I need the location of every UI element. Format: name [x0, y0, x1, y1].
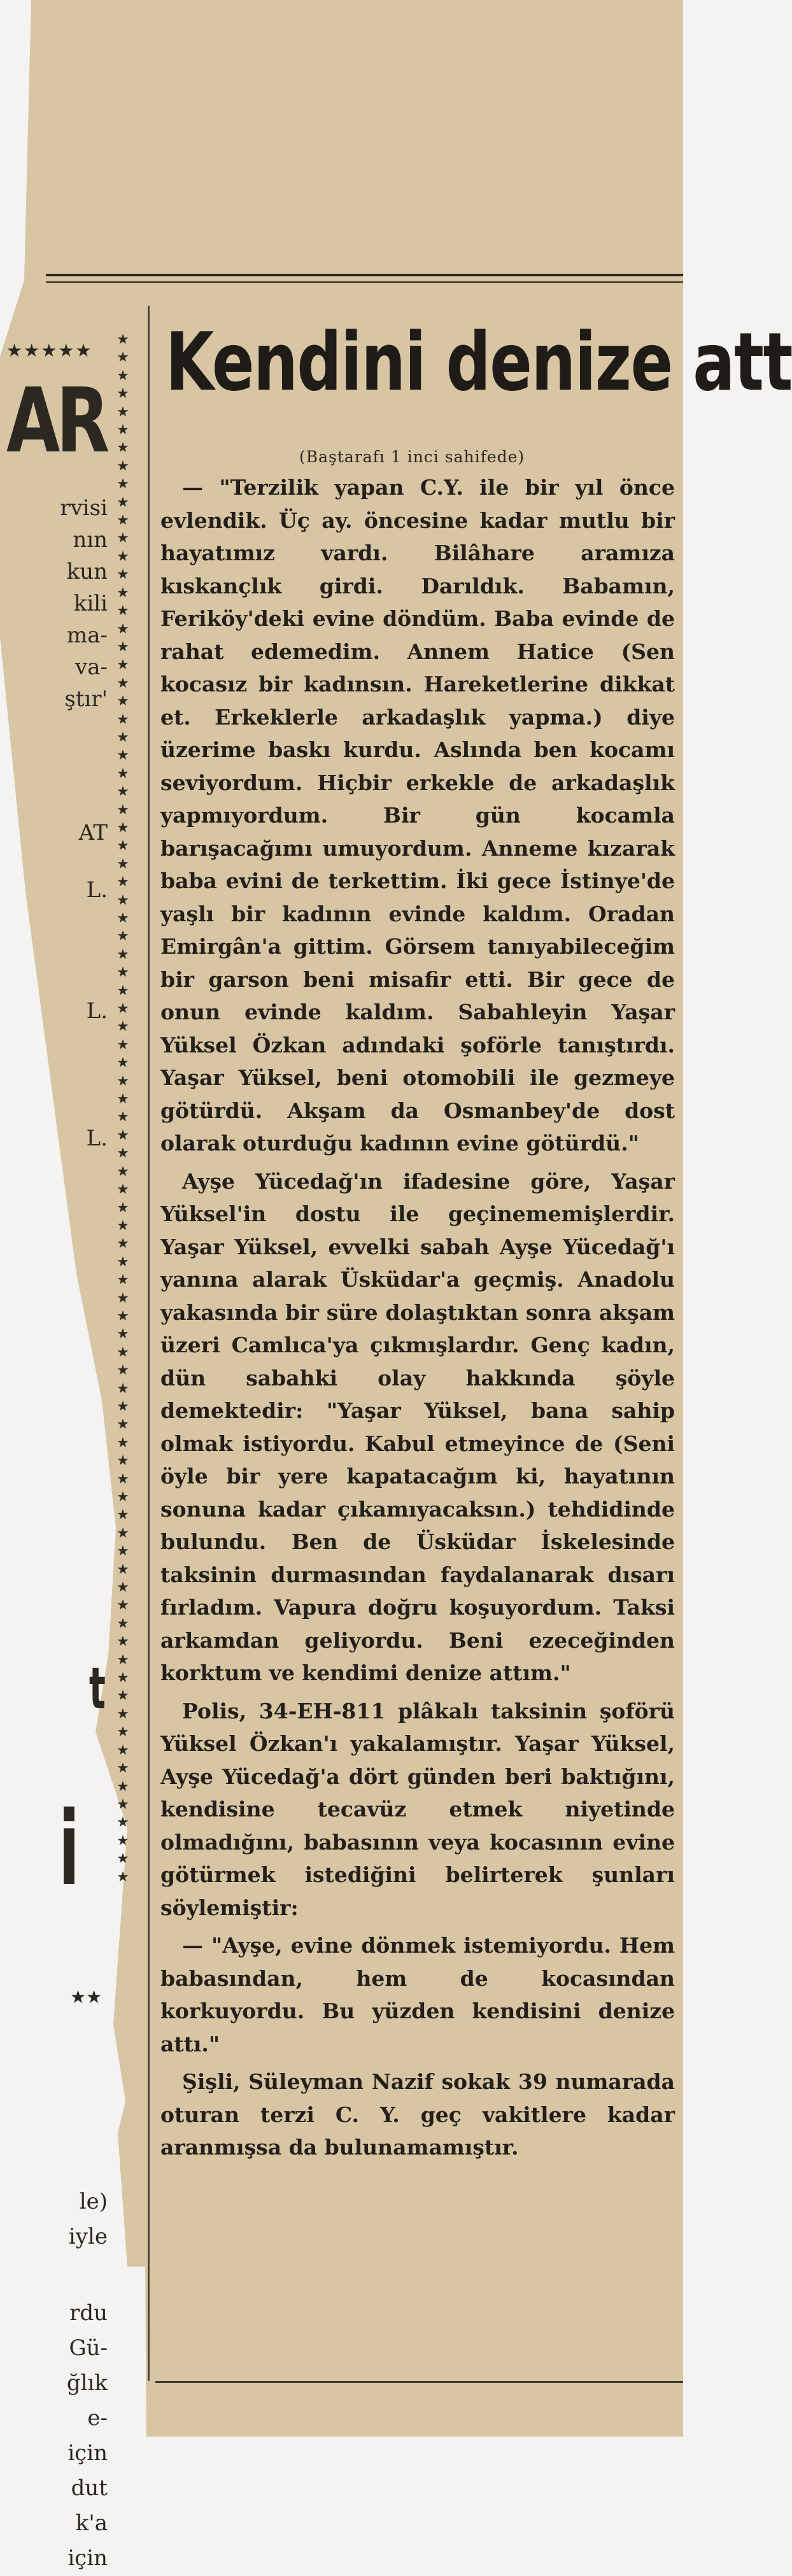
adjacent-letter-fragment: i: [59, 1789, 80, 1908]
star-border-column: ★ ★ ★ ★ ★ ★ ★ ★ ★ ★ ★ ★ ★ ★ ★ ★ ★ ★ ★ ★ ★ ★ ★ ★ ★ ★ ★ ★ ★ ★ ★ ★ ★ ★ ★ ★ ★ ★ ★ ★ ★ ★ ★ ★ ★ ★ ★ ★ ★ ★ ★ ★ ★ ★ ★ ★ ★ ★ ★ ★ ★ ★ ★ ★ ★ ★ ★ ★ ★ ★ ★ ★ ★ ★ ★ ★ ★ ★ ★ ★ ★ ★ ★ ★ ★ ★: [117, 332, 129, 1885]
fragment-text: k'a: [75, 2510, 108, 2536]
article-body: [160, 471, 675, 2164]
fragment-text: ma-: [67, 623, 108, 648]
adjacent-letter-fragment: t: [89, 1655, 106, 1722]
fragment-text: nın: [73, 527, 108, 553]
article-paragraph: Şişli, Süleyman Nazif sokak 39 numarada oturan terzi C. Y. geç vakitlere kadar aranmışsa da bulunamamıştır.: [160, 2069, 675, 2160]
adjacent-headline-fragment: AR: [6, 369, 106, 473]
top-rule: [46, 274, 683, 276]
article-paragraph: — "Ayşe, evine dönmek istemiyordu. Hem babasından, hem de kocasından korkuyordu. Bu yüzden kendisini denize attı.": [160, 1933, 675, 2056]
fragment-text: L.: [86, 877, 108, 903]
continuation-note: (Baştarafı 1 inci sahifede): [299, 448, 525, 466]
fragment-text: rdu: [69, 2300, 108, 2326]
fragment-text: e-: [87, 2405, 108, 2431]
fragment-text: L.: [86, 998, 108, 1024]
fragment-text: için: [67, 2440, 108, 2466]
fragment-text: L.: [86, 1126, 108, 1151]
fragment-text: ğlık: [66, 2370, 108, 2396]
fragment-text: için: [67, 2545, 108, 2571]
fragment-text: ştır': [64, 686, 108, 712]
adjacent-column-fragment: [0, 299, 111, 2571]
fragment-text: Gü-: [69, 2335, 108, 2361]
fragment-text: kili: [73, 591, 108, 616]
fragment-text: va-: [75, 655, 108, 680]
top-rule-thin: [46, 281, 683, 283]
article-paragraph: — "Terzilik yapan C.Y. ile bir yıl önce evlendik. Üç ay. öncesine kadar mutlu bir hayatımız vardı. Bilâhare aramıza kıskançlık girdi. Darıldık. Babamın, Feriköy'deki evine döndüm. Baba evinde de rahat edemedim. Annem Hatice (Sen kocasız bir kadınsın. Hareketlerine dikkat et. Erkeklerle arkadaşlık yapma.) diye üzerime baskı kurdu. Aslında ben kocamı seviyordum. Hiçbir erkekle de arkadaşlık yapmıyordum. Bir gün kocamla barışacağımı umuyordum. Anneme kızarak baba evini de terkettim. İki gece İstinye'de yaşlı bir kadının evinde kaldım. Oradan Emirgân'a gittim. Görsem tanıyabileceğim bir garson beni misafir etti. Bir gece de onun evinde kaldım. Sabahleyin Yaşar Yüksel Özkan adındaki şoförle tanıştırdı. Yaşar Yüksel, beni otomobili ile gezmeye götürdü. Akşam da Osmanbey'de dost olarak oturduğu kadının evine götürdü.": [160, 475, 675, 1156]
stars-ornament: ★★★★★: [6, 340, 93, 361]
article-paragraph: Ayşe Yücedağ'ın ifadesine göre, Yaşar Yüksel'in dostu ile geçinememişlerdir. Yaşar Yüksel, evvelki sabah Ayşe Yücedağ'ı yanına alarak Üsküdar'a geçmiş. Anadolu yakasında bir süre dolaştıktan sonra akşam üzeri Camlıca'ya çıkmışlardır. Genç kadın, dün sabahki olay hakkında şöyle demektedir: "Yaşar Yüksel, bana sahip olmak istiyordu. Kabul etmeyince de (Seni öyle bir yere kapatacağım ki, hayatının sonuna kadar çıkamıyacaksın.) tehdidinde bulundu. Ben de Üsküdar İskelesinde taksinin durmasından faydalanarak dısarı fırladım. Vapura doğru koşuyordum. Taksi arkamdan geliyordu. Beni ezeceğinden korktum ve kendimi denize attım.": [160, 1168, 675, 1685]
article-paragraph: Polis, 34-EH-811 plâkalı taksinin şoförü Yüksel Özkan'ı yakalamıştır. Yaşar Yüksel, Ayşe Yücedağ'a dört günden beri baktığını, kendisine tecavüz etmek niyetinde olmadığını, babasının veya kocasının evine götürmek istediğini belirterek şunları söylemiştir:: [160, 1698, 675, 1920]
fragment-text: le): [79, 2189, 108, 2214]
stars-ornament: ★★: [70, 1986, 103, 2007]
fragment-text: iyle: [68, 2224, 108, 2249]
fragment-text: rvisi: [60, 495, 108, 521]
column-divider: [148, 306, 150, 2381]
fragment-label: AT: [78, 820, 108, 846]
bottom-rule: [155, 2381, 683, 2383]
headline: Kendini denize att: [166, 315, 792, 409]
fragment-text: dut: [71, 2475, 108, 2501]
fragment-text: kun: [66, 559, 108, 584]
